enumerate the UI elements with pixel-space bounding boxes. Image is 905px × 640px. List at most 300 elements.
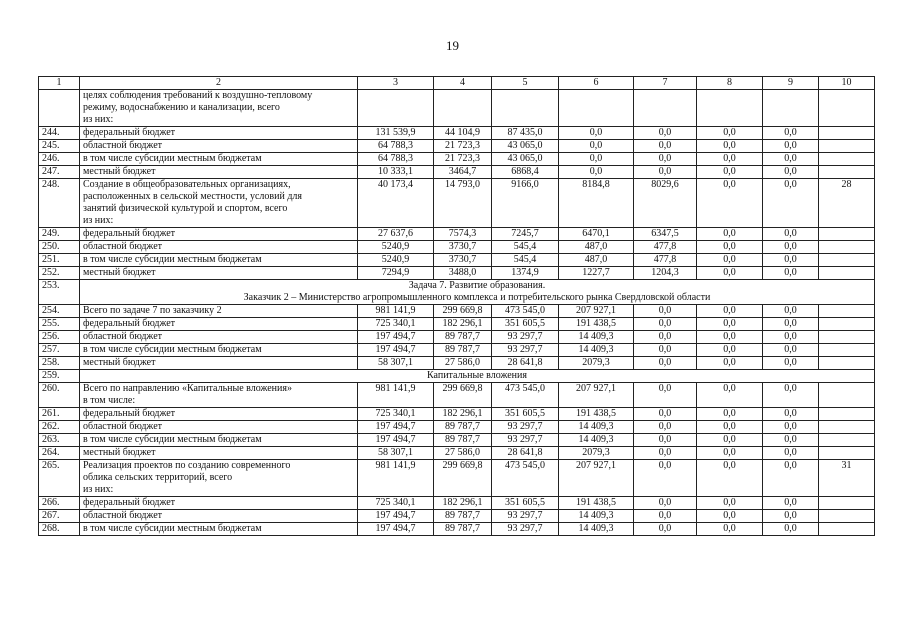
value-cell — [819, 228, 875, 241]
row-description-cell — [80, 357, 358, 370]
value-cell: 0,0 — [697, 331, 763, 344]
table-row — [39, 523, 875, 536]
row-description-cell — [80, 241, 358, 254]
value-cell: 0,0 — [763, 179, 819, 228]
description-line: из них: — [83, 215, 114, 226]
value-cell: 0,0 — [763, 267, 819, 280]
section-heading-row — [39, 370, 875, 383]
description-line: в том числе субсидии местным бюджетам — [83, 254, 262, 265]
value-cell: 0,0 — [697, 267, 763, 280]
table-row — [39, 267, 875, 280]
value-cell: 0,0 — [763, 447, 819, 460]
table-row — [39, 460, 875, 497]
value-cell: 44 104,9 — [434, 127, 492, 140]
value-cell: 0,0 — [763, 166, 819, 179]
value-cell: 89 787,7 — [434, 510, 492, 523]
value-cell: 28 641,8 — [492, 447, 559, 460]
description-line: федеральный бюджет — [83, 318, 176, 329]
value-cell: 7245,7 — [492, 228, 559, 241]
value-cell: 0,0 — [763, 523, 819, 536]
value-cell: 191 438,5 — [559, 318, 634, 331]
section-heading-row — [39, 280, 875, 305]
value-cell — [819, 267, 875, 280]
value-cell: 0,0 — [634, 510, 697, 523]
description-line: областной бюджет — [83, 331, 163, 342]
value-cell: 0,0 — [697, 318, 763, 331]
description-line: местный бюджет — [83, 357, 156, 368]
value-cell: 28 641,8 — [492, 357, 559, 370]
row-number-cell: 259. — [39, 370, 80, 383]
row-description-cell — [80, 153, 358, 166]
header-cell: 8 — [697, 77, 763, 90]
value-cell: 0,0 — [634, 318, 697, 331]
continuation-row — [39, 90, 875, 127]
value-cell: 0,0 — [559, 140, 634, 153]
value-cell: 0,0 — [634, 153, 697, 166]
value-cell — [697, 90, 763, 127]
value-cell: 191 438,5 — [559, 497, 634, 510]
budget-table — [38, 76, 875, 536]
header-cell: 7 — [634, 77, 697, 90]
value-cell: 0,0 — [634, 305, 697, 318]
value-cell: 0,0 — [697, 153, 763, 166]
header-cell: 5 — [492, 77, 559, 90]
value-cell: 5240,9 — [358, 254, 434, 267]
value-cell: 545,4 — [492, 241, 559, 254]
value-cell: 0,0 — [634, 331, 697, 344]
row-description-cell — [80, 408, 358, 421]
value-cell: 473 545,0 — [492, 383, 559, 408]
value-cell: 93 297,7 — [492, 331, 559, 344]
row-number-cell: 248. — [39, 179, 80, 228]
value-cell: 93 297,7 — [492, 510, 559, 523]
table-row — [39, 497, 875, 510]
row-description-cell — [80, 318, 358, 331]
row-number-cell: 266. — [39, 497, 80, 510]
row-description-cell — [80, 179, 358, 228]
value-cell: 0,0 — [634, 497, 697, 510]
value-cell: 14 409,3 — [559, 344, 634, 357]
table-row — [39, 408, 875, 421]
value-cell: 981 141,9 — [358, 383, 434, 408]
value-cell: 0,0 — [559, 153, 634, 166]
value-cell: 27 586,0 — [434, 447, 492, 460]
value-cell: 487,0 — [559, 254, 634, 267]
description-line: в том числе: — [83, 395, 136, 406]
value-cell — [819, 383, 875, 408]
value-cell: 0,0 — [697, 357, 763, 370]
row-number-cell: 249. — [39, 228, 80, 241]
value-cell: 0,0 — [697, 241, 763, 254]
value-cell: 87 435,0 — [492, 127, 559, 140]
value-cell — [819, 421, 875, 434]
description-line: областной бюджет — [83, 241, 163, 252]
table-row — [39, 228, 875, 241]
row-number-cell: 245. — [39, 140, 80, 153]
value-cell: 14 409,3 — [559, 510, 634, 523]
table-row — [39, 344, 875, 357]
description-line: режиму, водоснабжению и канализации, всего — [83, 102, 280, 113]
value-cell — [819, 510, 875, 523]
value-cell: 27 586,0 — [434, 357, 492, 370]
description-line: федеральный бюджет — [83, 228, 176, 239]
value-cell: 0,0 — [634, 434, 697, 447]
value-cell: 0,0 — [697, 523, 763, 536]
value-cell: 6868,4 — [492, 166, 559, 179]
value-cell: 0,0 — [559, 166, 634, 179]
value-cell: 89 787,7 — [434, 421, 492, 434]
value-cell: 89 787,7 — [434, 523, 492, 536]
value-cell: 14 409,3 — [559, 434, 634, 447]
row-description-cell — [80, 434, 358, 447]
value-cell: 6347,5 — [634, 228, 697, 241]
value-cell: 3488,0 — [434, 267, 492, 280]
value-cell: 0,0 — [763, 434, 819, 447]
header-cell: 10 — [819, 77, 875, 90]
value-cell: 0,0 — [697, 166, 763, 179]
description-line: федеральный бюджет — [83, 497, 176, 508]
row-number-cell: 246. — [39, 153, 80, 166]
value-cell: 89 787,7 — [434, 434, 492, 447]
description-line: местный бюджет — [83, 447, 156, 458]
value-cell: 0,0 — [634, 383, 697, 408]
section-heading-cell — [80, 280, 875, 305]
value-cell — [819, 497, 875, 510]
description-line: Реализация проектов по созданию современного — [83, 460, 291, 471]
value-cell: 28 — [819, 179, 875, 228]
value-cell: 14 793,0 — [434, 179, 492, 228]
value-cell: 191 438,5 — [559, 408, 634, 421]
row-description-cell — [80, 510, 358, 523]
value-cell: 0,0 — [697, 408, 763, 421]
value-cell: 0,0 — [763, 318, 819, 331]
value-cell: 981 141,9 — [358, 305, 434, 318]
value-cell: 0,0 — [697, 510, 763, 523]
value-cell: 2079,3 — [559, 447, 634, 460]
value-cell: 7574,3 — [434, 228, 492, 241]
value-cell: 21 723,3 — [434, 153, 492, 166]
value-cell: 0,0 — [634, 460, 697, 497]
value-cell: 0,0 — [763, 383, 819, 408]
description-line: областной бюджет — [83, 510, 163, 521]
value-cell: 545,4 — [492, 254, 559, 267]
value-cell: 0,0 — [697, 421, 763, 434]
description-line: в том числе субсидии местным бюджетам — [83, 153, 262, 164]
value-cell: 93 297,7 — [492, 421, 559, 434]
value-cell: 207 927,1 — [559, 305, 634, 318]
table-row — [39, 179, 875, 228]
value-cell: 0,0 — [763, 140, 819, 153]
value-cell: 725 340,1 — [358, 497, 434, 510]
value-cell: 0,0 — [634, 357, 697, 370]
row-number-cell: 262. — [39, 421, 80, 434]
value-cell: 58 307,1 — [358, 357, 434, 370]
row-number-cell: 252. — [39, 267, 80, 280]
value-cell: 1227,7 — [559, 267, 634, 280]
value-cell — [819, 140, 875, 153]
value-cell: 182 296,1 — [434, 497, 492, 510]
value-cell: 197 494,7 — [358, 331, 434, 344]
table-row — [39, 140, 875, 153]
page-number: 19 — [446, 38, 459, 53]
row-number-cell: 251. — [39, 254, 80, 267]
table-body — [39, 77, 875, 536]
row-description-cell — [80, 228, 358, 241]
value-cell: 0,0 — [697, 434, 763, 447]
value-cell: 725 340,1 — [358, 318, 434, 331]
value-cell: 0,0 — [634, 523, 697, 536]
row-number-cell: 256. — [39, 331, 80, 344]
value-cell: 299 669,8 — [434, 460, 492, 497]
value-cell: 40 173,4 — [358, 179, 434, 228]
value-cell: 299 669,8 — [434, 305, 492, 318]
table-row — [39, 166, 875, 179]
value-cell: 0,0 — [697, 254, 763, 267]
value-cell — [819, 344, 875, 357]
value-cell — [819, 523, 875, 536]
value-cell — [819, 127, 875, 140]
row-number-cell: 265. — [39, 460, 80, 497]
value-cell: 207 927,1 — [559, 383, 634, 408]
value-cell: 8029,6 — [634, 179, 697, 228]
table-row — [39, 383, 875, 408]
row-number-cell: 260. — [39, 383, 80, 408]
value-cell: 10 333,1 — [358, 166, 434, 179]
value-cell: 3464,7 — [434, 166, 492, 179]
value-cell: 0,0 — [697, 344, 763, 357]
value-cell: 351 605,5 — [492, 318, 559, 331]
value-cell — [634, 90, 697, 127]
value-cell — [492, 90, 559, 127]
description-line: расположенных в сельской местности, условий для — [83, 191, 303, 202]
value-cell — [819, 434, 875, 447]
value-cell: 0,0 — [763, 497, 819, 510]
row-description-cell — [80, 254, 358, 267]
description-line: областной бюджет — [83, 140, 163, 151]
value-cell: 64 788,3 — [358, 140, 434, 153]
value-cell: 0,0 — [763, 331, 819, 344]
value-cell: 2079,3 — [559, 357, 634, 370]
table-row — [39, 447, 875, 460]
value-cell: 0,0 — [763, 510, 819, 523]
table-row — [39, 318, 875, 331]
value-cell: 477,8 — [634, 241, 697, 254]
value-cell: 0,0 — [763, 344, 819, 357]
value-cell: 58 307,1 — [358, 447, 434, 460]
value-cell: 0,0 — [763, 153, 819, 166]
value-cell: 9166,0 — [492, 179, 559, 228]
value-cell — [819, 166, 875, 179]
value-cell: 0,0 — [697, 140, 763, 153]
value-cell: 0,0 — [697, 383, 763, 408]
value-cell — [819, 305, 875, 318]
row-description-cell — [80, 267, 358, 280]
row-number-cell: 253. — [39, 280, 80, 305]
description-line: из них: — [83, 484, 114, 495]
header-cell: 9 — [763, 77, 819, 90]
table-row — [39, 357, 875, 370]
value-cell: 487,0 — [559, 241, 634, 254]
value-cell — [819, 318, 875, 331]
value-cell: 89 787,7 — [434, 331, 492, 344]
table-row — [39, 510, 875, 523]
value-cell: 89 787,7 — [434, 344, 492, 357]
value-cell: 0,0 — [763, 357, 819, 370]
value-cell: 197 494,7 — [358, 523, 434, 536]
value-cell: 93 297,7 — [492, 523, 559, 536]
value-cell — [819, 447, 875, 460]
value-cell: 31 — [819, 460, 875, 497]
header-cell: 2 — [80, 77, 358, 90]
row-number-cell: 268. — [39, 523, 80, 536]
description-line: в том числе субсидии местным бюджетам — [83, 434, 262, 445]
row-number-cell: 244. — [39, 127, 80, 140]
table-row — [39, 305, 875, 318]
row-number-cell: 247. — [39, 166, 80, 179]
value-cell — [358, 90, 434, 127]
value-cell — [819, 90, 875, 127]
value-cell: 7294,9 — [358, 267, 434, 280]
value-cell: 0,0 — [634, 166, 697, 179]
value-cell: 3730,7 — [434, 254, 492, 267]
section-heading-line: Заказчик 2 – Министерство агропромышленного комплекса и потребительского рынка Свердловской области — [243, 292, 711, 303]
row-number-cell: 257. — [39, 344, 80, 357]
value-cell: 0,0 — [763, 228, 819, 241]
value-cell: 0,0 — [763, 408, 819, 421]
description-line: целях соблюдения требований к воздушно-тепловому — [83, 90, 313, 101]
header-cell: 1 — [39, 77, 80, 90]
value-cell: 0,0 — [763, 254, 819, 267]
value-cell: 93 297,7 — [492, 434, 559, 447]
value-cell: 0,0 — [697, 447, 763, 460]
value-cell: 0,0 — [634, 447, 697, 460]
value-cell: 182 296,1 — [434, 408, 492, 421]
value-cell: 1374,9 — [492, 267, 559, 280]
description-line: занятий физической культурой и спортом, всего — [83, 203, 288, 214]
value-cell: 5240,9 — [358, 241, 434, 254]
value-cell: 43 065,0 — [492, 153, 559, 166]
value-cell: 0,0 — [697, 497, 763, 510]
value-cell: 725 340,1 — [358, 408, 434, 421]
row-description-cell — [80, 166, 358, 179]
value-cell: 27 637,6 — [358, 228, 434, 241]
value-cell: 6470,1 — [559, 228, 634, 241]
value-cell — [819, 357, 875, 370]
value-cell: 473 545,0 — [492, 305, 559, 318]
row-number-cell: 267. — [39, 510, 80, 523]
value-cell: 8184,8 — [559, 179, 634, 228]
value-cell: 0,0 — [697, 460, 763, 497]
row-number-cell: 254. — [39, 305, 80, 318]
row-description-cell — [80, 447, 358, 460]
value-cell: 1204,3 — [634, 267, 697, 280]
header-cell: 4 — [434, 77, 492, 90]
description-line: Всего по задаче 7 по заказчику 2 — [83, 305, 222, 316]
row-description-cell — [80, 127, 358, 140]
value-cell: 14 409,3 — [559, 331, 634, 344]
row-description-cell — [80, 331, 358, 344]
value-cell — [559, 90, 634, 127]
description-line: в том числе субсидии местным бюджетам — [83, 344, 262, 355]
value-cell: 0,0 — [634, 140, 697, 153]
value-cell: 197 494,7 — [358, 434, 434, 447]
value-cell: 0,0 — [634, 421, 697, 434]
table-row — [39, 153, 875, 166]
value-cell — [819, 153, 875, 166]
row-number-cell: 258. — [39, 357, 80, 370]
description-line: местный бюджет — [83, 166, 156, 177]
value-cell — [819, 408, 875, 421]
value-cell: 207 927,1 — [559, 460, 634, 497]
description-line: в том числе субсидии местным бюджетам — [83, 523, 262, 534]
row-description-cell — [80, 140, 358, 153]
value-cell: 14 409,3 — [559, 421, 634, 434]
row-number-cell: 261. — [39, 408, 80, 421]
row-description-cell — [80, 90, 358, 127]
value-cell: 93 297,7 — [492, 344, 559, 357]
value-cell: 182 296,1 — [434, 318, 492, 331]
value-cell: 0,0 — [634, 408, 697, 421]
table-row — [39, 127, 875, 140]
value-cell: 0,0 — [697, 228, 763, 241]
description-line: местный бюджет — [83, 267, 156, 278]
row-number-cell: 264. — [39, 447, 80, 460]
header-row — [39, 77, 875, 90]
value-cell: 0,0 — [763, 127, 819, 140]
value-cell: 131 539,9 — [358, 127, 434, 140]
value-cell: 0,0 — [634, 344, 697, 357]
value-cell: 351 605,5 — [492, 408, 559, 421]
row-description-cell — [80, 344, 358, 357]
table-row — [39, 421, 875, 434]
row-description-cell — [80, 383, 358, 408]
description-line: из них: — [83, 114, 114, 125]
value-cell — [819, 254, 875, 267]
value-cell: 0,0 — [763, 241, 819, 254]
row-description-cell — [80, 497, 358, 510]
value-cell: 0,0 — [763, 305, 819, 318]
value-cell: 43 065,0 — [492, 140, 559, 153]
value-cell: 0,0 — [763, 421, 819, 434]
value-cell: 0,0 — [763, 460, 819, 497]
row-number-cell: 263. — [39, 434, 80, 447]
value-cell: 197 494,7 — [358, 344, 434, 357]
row-description-cell — [80, 421, 358, 434]
value-cell: 0,0 — [634, 127, 697, 140]
description-line: областной бюджет — [83, 421, 163, 432]
row-number-cell: 255. — [39, 318, 80, 331]
table-row — [39, 241, 875, 254]
table-row — [39, 434, 875, 447]
row-number-cell — [39, 90, 80, 127]
value-cell — [763, 90, 819, 127]
value-cell: 0,0 — [697, 127, 763, 140]
value-cell: 477,8 — [634, 254, 697, 267]
value-cell: 0,0 — [697, 179, 763, 228]
value-cell: 3730,7 — [434, 241, 492, 254]
value-cell: 64 788,3 — [358, 153, 434, 166]
value-cell: 14 409,3 — [559, 523, 634, 536]
description-line: облика сельских территорий, всего — [83, 472, 233, 483]
value-cell — [819, 241, 875, 254]
value-cell — [434, 90, 492, 127]
value-cell: 981 141,9 — [358, 460, 434, 497]
row-description-cell — [80, 460, 358, 497]
value-cell: 197 494,7 — [358, 421, 434, 434]
description-line: федеральный бюджет — [83, 408, 176, 419]
value-cell: 351 605,5 — [492, 497, 559, 510]
value-cell — [819, 331, 875, 344]
